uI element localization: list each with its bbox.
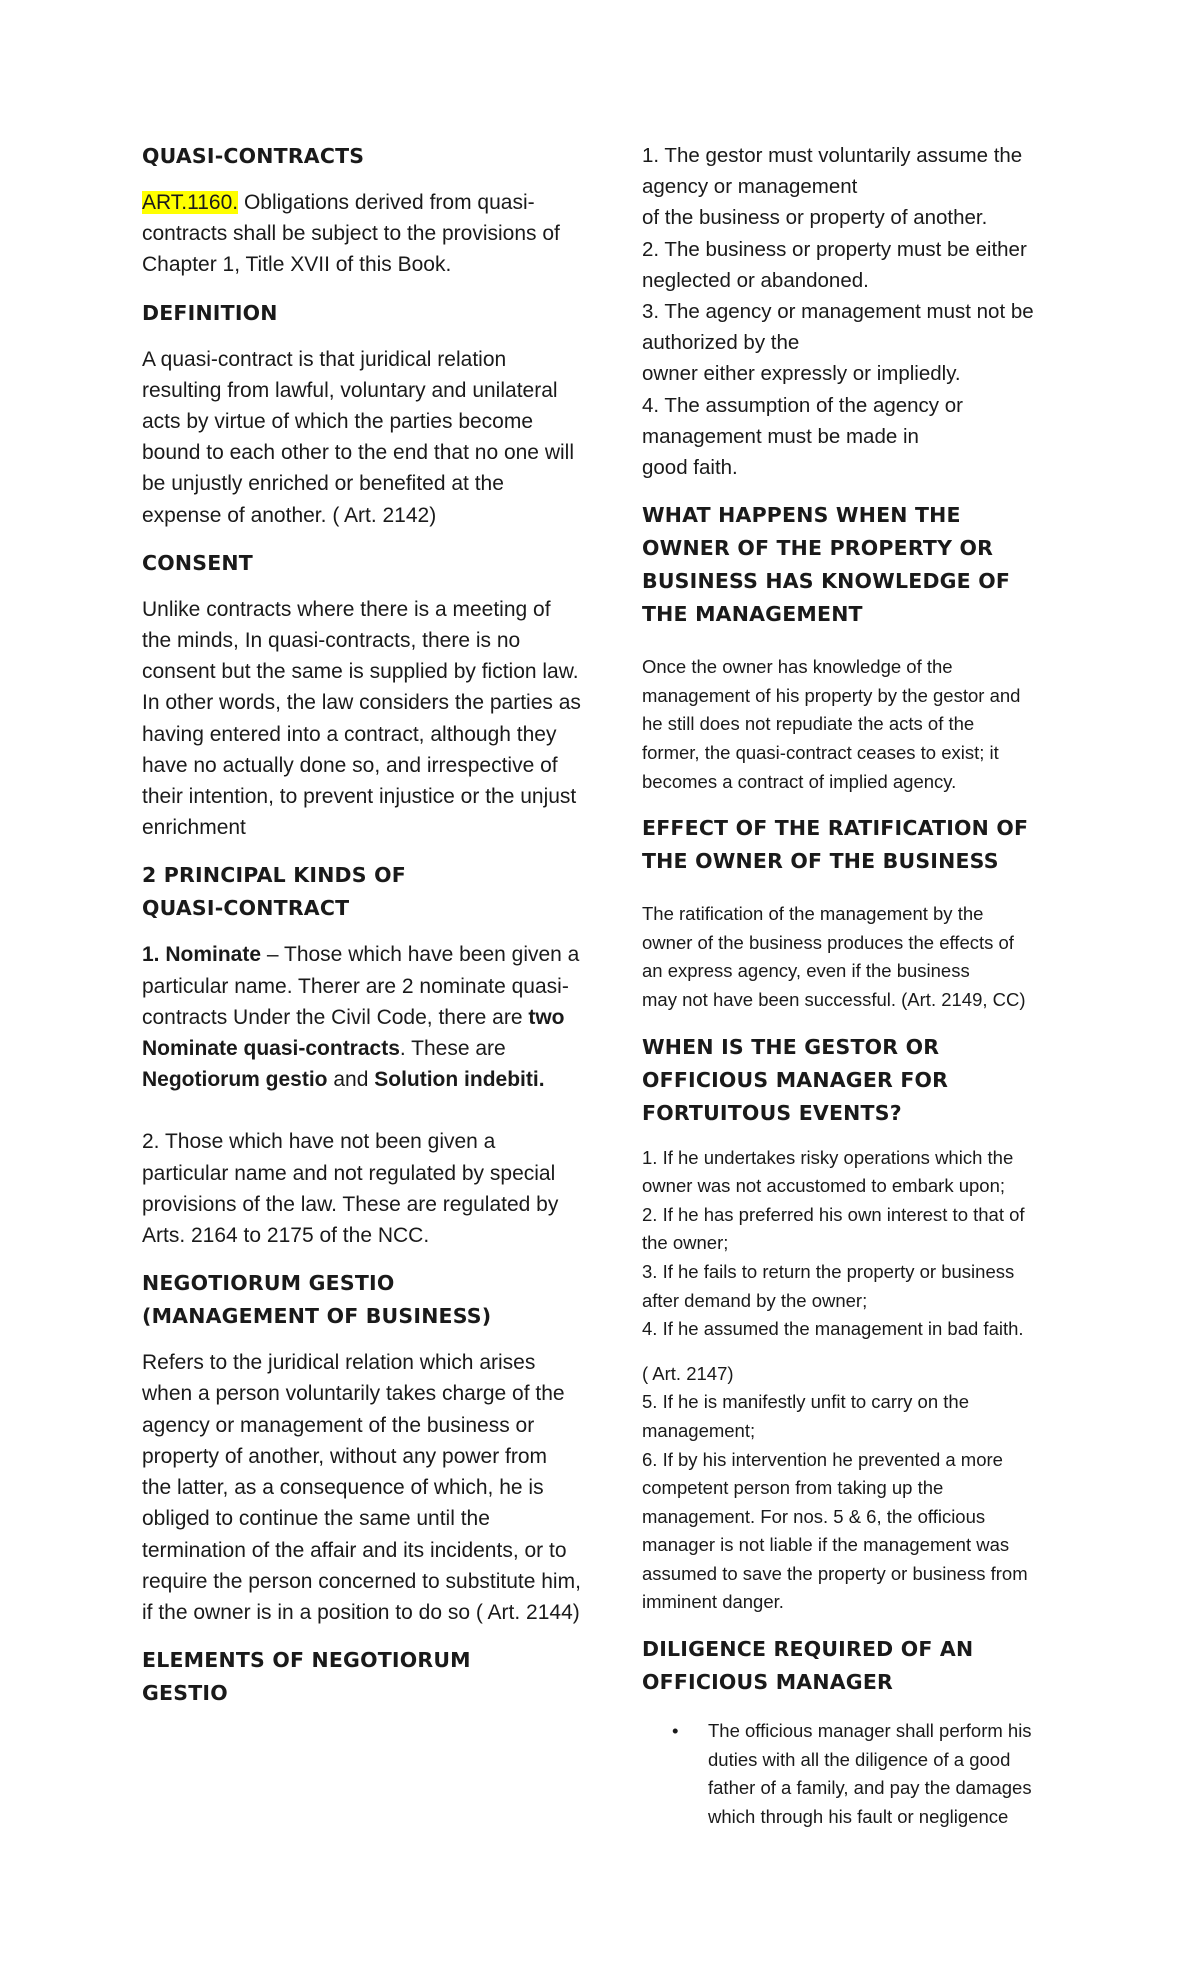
text-line: former, the quasi-contract ceases to exist; it xyxy=(642,742,999,764)
nominate-paragraph xyxy=(142,939,582,1095)
text-line: he still does not repudiate the acts of the xyxy=(642,713,975,735)
heading-fortuitous xyxy=(642,1031,1062,1130)
consent-paragraph: Unlike contracts where there is a meeting of the minds, In quasi-contracts, there is no consent but the same is supplied by fiction law. In other words, the law considers the parties as having entered into a contract, although they have no actually done so, and irrespective of their intention, to prevent injustice or the unjust enrichment xyxy=(142,597,581,840)
text-line: becomes a contract of implied agency. xyxy=(642,770,957,792)
text-line: 1. If he undertakes risky operations which the xyxy=(642,1146,1014,1168)
text-line: ( Art. 2147) xyxy=(642,1362,734,1384)
innominate-paragraph: 2. Those which have not been given a particular name and not regulated by special provisions of the law. These are regulated by Arts. 2164 to 2175 of the NCC. xyxy=(142,1130,559,1248)
right-column xyxy=(642,140,1062,1831)
list-line: 4. The assumption of the agency or xyxy=(642,393,963,417)
text-line: 6. If by his intervention he prevented a more xyxy=(642,1448,1003,1470)
list-line: authorized by the xyxy=(642,331,800,355)
text-line: competent person from taking up the xyxy=(642,1477,944,1499)
heading-ratification xyxy=(642,812,1062,878)
heading-line: GESTIO xyxy=(142,1681,228,1706)
text-line: 4. If he assumed the management in bad faith. xyxy=(642,1318,1024,1340)
list-line: management must be made in xyxy=(642,424,919,448)
text-line: management of his property by the gestor and xyxy=(642,684,1021,706)
fortuitous-list-a xyxy=(642,1144,1062,1344)
list-line: of the business or property of another. xyxy=(642,206,988,230)
text-line: 2. If he has preferred his own interest to that of xyxy=(642,1203,1025,1225)
text-line: management. For nos. 5 & 6, the officious xyxy=(642,1505,986,1527)
heading-line: EFFECT OF THE RATIFICATION OF xyxy=(642,816,1029,841)
text-line: owner was not accustomed to embark upon; xyxy=(642,1175,1005,1197)
text-line: Once the owner has knowledge of the xyxy=(642,656,953,678)
text-line: imminent danger. xyxy=(642,1591,784,1613)
text-line: The ratification of the management by the xyxy=(642,903,984,925)
text-line: the owner; xyxy=(642,1232,729,1254)
heading-line: WHEN IS THE GESTOR OR xyxy=(642,1034,940,1059)
bullet-icon: • xyxy=(672,1720,679,1742)
bold-run: Solution indebiti. xyxy=(374,1068,545,1092)
heading-line: OFFICIOUS MANAGER FOR xyxy=(642,1067,949,1092)
definition-paragraph: A quasi-contract is that juridical relation resulting from lawful, voluntary and unilateral acts by virtue of which the parties become bound to each other to the end that no one will be unjustly enriched or benefited at the expense of another. ( Art. 2142) xyxy=(142,347,574,527)
bold-run: two Nominate quasi-contracts xyxy=(142,1005,565,1061)
heading-line: (MANAGEMENT OF BUSINESS) xyxy=(142,1304,492,1329)
text-line: an express agency, even if the business xyxy=(642,960,970,982)
heading-line: QUASI-CONTRACT xyxy=(142,896,350,921)
heading-line: WHAT HAPPENS WHEN THE xyxy=(642,503,961,528)
heading-negotiorum-gestio xyxy=(142,1267,582,1333)
heading-owner-knowledge xyxy=(642,499,1062,631)
text-line: assumed to save the property or business from xyxy=(642,1562,1028,1584)
heading-line: THE MANAGEMENT xyxy=(642,602,863,627)
heading-definition: DEFINITION xyxy=(142,300,278,325)
text-line: 3. If he fails to return the property or business xyxy=(642,1260,1015,1282)
article-text: Obligations derived from quasi-contracts shall be subject to the provisions of Chapter 1, Title XVII of this Book. xyxy=(142,191,560,277)
text-line: management; xyxy=(642,1419,756,1441)
list-line: 1. The gestor must voluntarily assume the xyxy=(642,144,1023,167)
heading-line: NEGOTIORUM GESTIO xyxy=(142,1271,395,1296)
text-run: and xyxy=(327,1068,375,1092)
heading-line: THE OWNER OF THE BUSINESS xyxy=(642,849,999,874)
negotiorum-definition: Refers to the juridical relation which arises when a person voluntarily takes charge of the agency or management of the business or property of another, without any power from the latter, as a consequence of which, he is obliged to continue the same until the termination of the affair and its incidents, or to require the person concerned to substitute him, if the owner is in a position to do so ( Art. 2144) xyxy=(142,1351,581,1624)
text-line: owner of the business produces the effects of xyxy=(642,931,1014,953)
list-item xyxy=(672,1717,1062,1831)
list-line: neglected or abandoned. xyxy=(642,268,869,292)
list-line: 2. The business or property must be either xyxy=(642,237,1027,261)
text-run: – Those which have been given a particular name. Therer are 2 nominate quasi-contracts Under the Civil Code, there are xyxy=(142,943,580,1029)
elements-list xyxy=(642,140,1062,483)
text-line: manager is not liable if the management was xyxy=(642,1534,1010,1556)
bold-run: Negotiorum gestio xyxy=(142,1068,328,1092)
heading-line: OWNER OF THE PROPERTY OR xyxy=(642,536,994,561)
text-line: after demand by the owner; xyxy=(642,1289,868,1311)
text-run: . These are xyxy=(399,1037,506,1061)
heading-line: 2 PRINCIPAL KINDS OF xyxy=(142,863,406,888)
list-line: owner either expressly or impliedly. xyxy=(642,362,961,386)
article-label: ART.1160. xyxy=(142,191,239,214)
ratification-paragraph xyxy=(642,900,1062,1014)
article-1160 xyxy=(142,187,582,281)
list-line: agency or management xyxy=(642,175,858,199)
text-line: which through his fault or negligence xyxy=(708,1805,1009,1827)
fortuitous-list-b xyxy=(642,1360,1062,1617)
heading-line: ELEMENTS OF NEGOTIORUM xyxy=(142,1648,471,1673)
left-column xyxy=(142,140,582,1724)
heading-diligence xyxy=(642,1633,1062,1699)
heading-line: DILIGENCE REQUIRED OF AN xyxy=(642,1637,974,1662)
heading-consent: CONSENT xyxy=(142,550,253,575)
text-line: 5. If he is manifestly unfit to carry on the xyxy=(642,1391,969,1413)
heading-elements xyxy=(142,1644,582,1710)
heading-line: OFFICIOUS MANAGER xyxy=(642,1670,894,1695)
diligence-list xyxy=(642,1717,1062,1831)
text-line: father of a family, and pay the damages xyxy=(708,1777,1032,1799)
heading-line: BUSINESS HAS KNOWLEDGE OF xyxy=(642,569,1011,594)
list-line: 3. The agency or management must not be xyxy=(642,300,1034,324)
heading-principal-kinds xyxy=(142,859,582,925)
heading-line: FORTUITOUS EVENTS? xyxy=(642,1100,902,1125)
list-line: good faith. xyxy=(642,456,738,480)
text-line: may not have been successful. (Art. 2149, CC) xyxy=(642,988,1026,1010)
owner-knowledge-paragraph xyxy=(642,653,1062,796)
text-line: The officious manager shall perform his xyxy=(708,1720,1032,1742)
heading-quasi-contracts: QUASI-CONTRACTS xyxy=(142,144,365,168)
nominate-label: 1. Nominate xyxy=(142,943,262,967)
text-line: duties with all the diligence of a good xyxy=(708,1748,1011,1770)
